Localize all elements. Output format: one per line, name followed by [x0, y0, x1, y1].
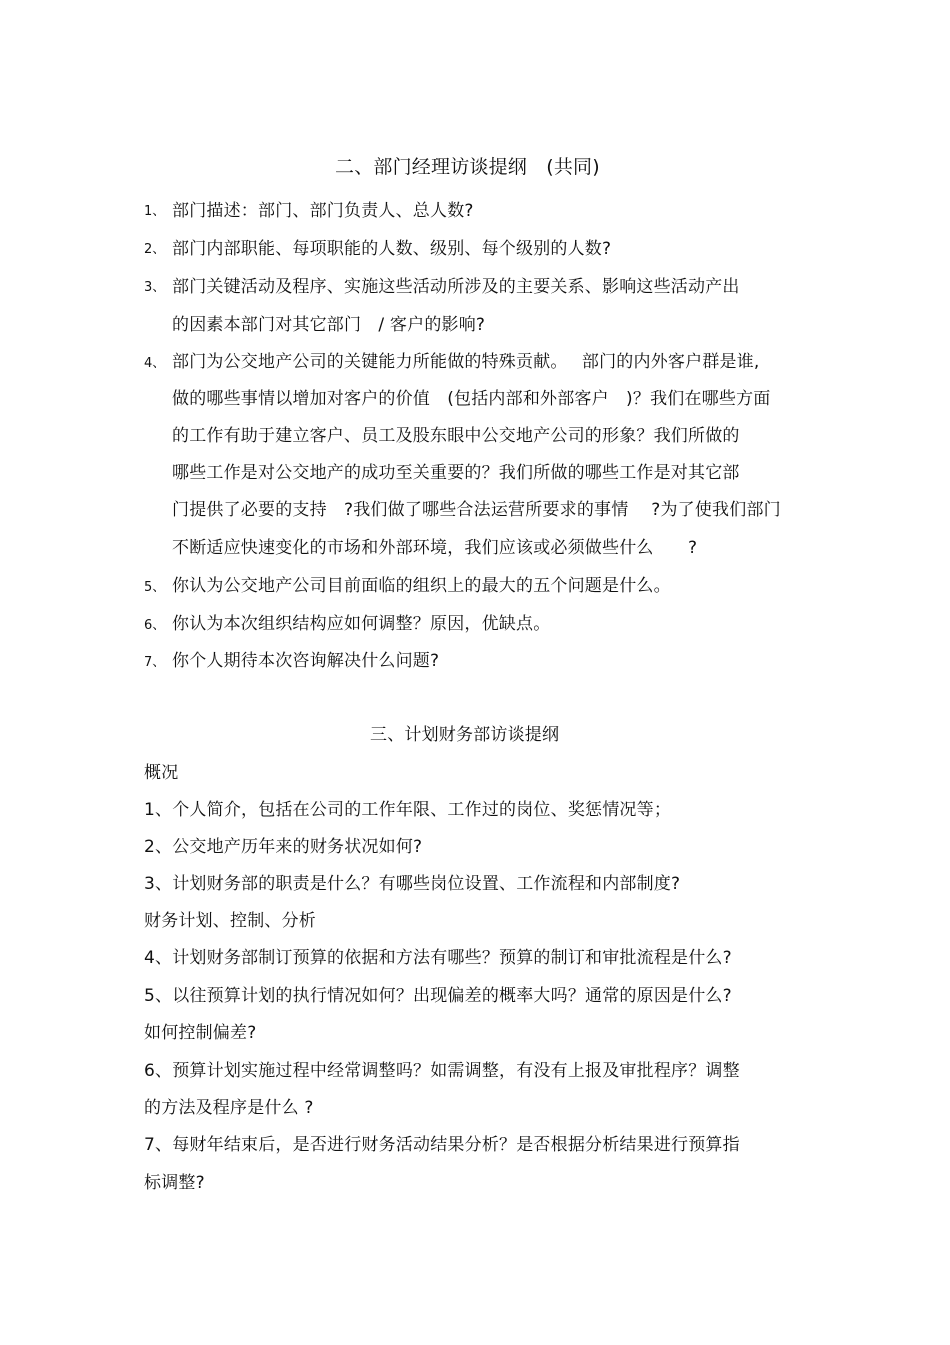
item-3-number: 3、	[144, 280, 166, 295]
item-1-line-1: 部门描述：部门、部门负责人、总人数?	[172, 201, 474, 221]
section-three-line-3: 2、公交地产历年来的财务状况如何?	[144, 837, 423, 857]
item-5-line-1: 你认为公交地产公司目前面临的组织上的最大的五个问题是什么。	[172, 576, 671, 596]
section-three-line-9: 6、预算计划实施过程中经常调整吗？如需调整，有没有上报及审批程序？调整	[144, 1061, 740, 1081]
item-1-number: 1、	[144, 204, 166, 219]
item-4-line-5: 门提供了必要的支持 ?我们做了哪些合法运营所要求的事情 ?为了使我们部门	[172, 500, 781, 520]
item-4-line-4: 哪些工作是对公交地产的成功至关重要的？我们所做的哪些工作是对其它部	[172, 463, 740, 483]
item-4-line-6: 不断适应快速变化的市场和外部环境，我们应该或必须做些什么 ?	[172, 538, 698, 558]
item-7-line-1: 你个人期待本次咨询解决什么问题?	[172, 651, 440, 671]
section-three-title: 三、计划财务部访谈提纲	[370, 725, 560, 745]
section-two-title: 二、部门经理访谈提纲 (共同)	[335, 156, 600, 178]
item-4-line-1: 部门为公交地产公司的关键能力所能做的特殊贡献。 部门的内外客户群是谁,	[172, 352, 760, 372]
item-4-line-3: 的工作有助于建立客户、员工及股东眼中公交地产公司的形象？我们所做的	[172, 426, 740, 446]
section-three-line-8: 如何控制偏差?	[144, 1023, 257, 1043]
item-6-line-1: 你认为本次组织结构应如何调整？原因，优缺点。	[172, 614, 551, 634]
item-6-number: 6、	[144, 618, 166, 633]
item-5-number: 5、	[144, 580, 166, 595]
section-three-line-1: 概况	[144, 763, 179, 783]
item-4-line-2: 做的哪些事情以增加对客户的价值 (包括内部和外部客户 )？我们在哪些方面	[172, 389, 771, 409]
section-three-line-2: 1、个人简介，包括在公司的工作年限、工作过的岗位、奖惩情况等；	[144, 800, 672, 820]
section-three-line-4: 3、计划财务部的职责是什么？有哪些岗位设置、工作流程和内部制度?	[144, 874, 681, 894]
item-3-line-1: 部门关键活动及程序、实施这些活动所涉及的主要关系、影响这些活动产出	[172, 277, 740, 297]
section-three-line-6: 4、计划财务部制订预算的依据和方法有哪些？预算的制订和审批流程是什么?	[144, 948, 732, 968]
item-2-line-1: 部门内部职能、每项职能的人数、级别、每个级别的人数?	[172, 239, 612, 259]
item-7-number: 7、	[144, 655, 166, 670]
item-4-number: 4、	[144, 356, 166, 371]
section-three-line-12: 标调整?	[144, 1173, 205, 1193]
section-three-line-11: 7、每财年结束后，是否进行财务活动结果分析？是否根据分析结果进行预算指	[144, 1135, 740, 1155]
item-3-line-2: 的因素本部门对其它部门 / 客户的影响?	[172, 315, 486, 335]
section-three-line-7: 5、以往预算计划的执行情况如何？出现偏差的概率大吗？通常的原因是什么?	[144, 986, 732, 1006]
section-three-line-5: 财务计划、控制、分析	[144, 911, 316, 931]
section-three-line-10: 的方法及程序是什么 ?	[144, 1098, 314, 1118]
item-2-number: 2、	[144, 242, 166, 257]
